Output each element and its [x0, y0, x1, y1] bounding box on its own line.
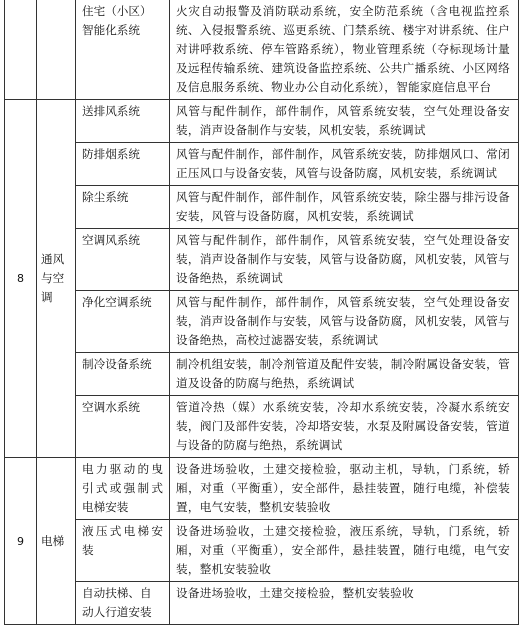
content-cell: 风管与配件制作，部件制作，风管系统安装，除尘器与排污设备安装，风管与设备防腐，风机安装，系统调试 — [170, 186, 519, 229]
subsection-cell: 住宅（小区）智能化系统 — [76, 0, 170, 100]
table-row — [5, 100, 519, 143]
content-cell: 风管与配件制作，部件制作，风管系统安装，空气处理设备安装，消声设备制作与安装，风管与设备防腐，风机安装，风管与设备绝热，系统调试 — [170, 229, 519, 291]
table-row — [5, 229, 519, 291]
table-row — [5, 458, 519, 520]
content-cell: 风管与配件制作，部件制作，风管系统安装，空气处理设备安装，消声设备制作与安装，风机安装，系统调试 — [170, 100, 519, 143]
table-row — [5, 0, 519, 100]
content-cell: 设备进场验收，土建交接检验，驱动主机，导轨，门系统，轿厢，对重（平衡重），安全部件，悬挂装置，随行电缆，补偿装置，电气安装，整机安装验收 — [170, 458, 519, 520]
table-row — [5, 186, 519, 229]
content-cell: 设备进场验收，土建交接检验，液压系统，导轨，门系统，轿厢，对重（平衡重），安全部件，悬挂装置，随行电缆，电气安装，整机安装验收 — [170, 520, 519, 582]
subsection-cell: 制冷设备系统 — [76, 353, 170, 396]
table-row — [5, 143, 519, 186]
table-row — [5, 396, 519, 458]
content-cell: 风管与配件制作，部件制作，风管系统安装，防排烟风口、常闭正压风口与设备安装，风管与设备防腐，风机安装，系统调试 — [170, 143, 519, 186]
subsection-cell: 净化空调系统 — [76, 291, 170, 353]
subsection-cell: 空调水系统 — [76, 396, 170, 458]
content-cell: 火灾自动报警及消防联动系统，安全防范系统（含电视监控系统、入侵报警系统、巡更系统、门禁系统、楼宇对讲系统、住户对讲呼救系统、停车管路系统），物业管理系统（夺标现场计量及远程传输系统、建筑设备监控系统、公共广播系统、小区网络及信息服务系统、物业办公自动化系统），智能家庭信息平台 — [170, 0, 519, 100]
subsection-cell: 自动扶梯、自动人行道安装 — [76, 582, 170, 625]
category-cell: 电梯 — [37, 458, 76, 625]
table-row — [5, 353, 519, 396]
subsection-cell: 除尘系统 — [76, 186, 170, 229]
item-number: 9 — [5, 458, 37, 625]
content-cell: 设备进场验收，土建交接检验，整机安装验收 — [170, 582, 519, 625]
content-cell: 制冷机组安装，制冷剂管道及配件安装，制冷附属设备安装，管道及设备的防腐与绝热，系统调试 — [170, 353, 519, 396]
table-row — [5, 520, 519, 582]
content-cell: 风管与配件制作，部件制作，风管系统安装，空气处理设备安装，消声设备制作与安装，风管与设备防腐，风机安装，风管与设备绝热，高校过滤器安装，系统调试 — [170, 291, 519, 353]
category-cell — [37, 0, 76, 100]
subsection-cell: 防排烟系统 — [76, 143, 170, 186]
subsection-cell: 送排风系统 — [76, 100, 170, 143]
item-number: 8 — [5, 100, 37, 458]
table-row — [5, 291, 519, 353]
content-cell: 管道冷热（媒）水系统安装，冷却水系统安装，冷凝水系统安装，阀门及部件安装，冷却塔安装，水泵及附属设备安装，管道与设备的防腐与绝热，系统调试 — [170, 396, 519, 458]
category-cell: 通风与空调 — [37, 100, 76, 458]
table-row — [5, 582, 519, 625]
subdivision-table — [4, 0, 519, 625]
item-number — [5, 0, 37, 100]
subsection-cell: 液压式电梯安装 — [76, 520, 170, 582]
subsection-cell: 空调风系统 — [76, 229, 170, 291]
subsection-cell: 电力驱动的曳引式或强制式电梯安装 — [76, 458, 170, 520]
